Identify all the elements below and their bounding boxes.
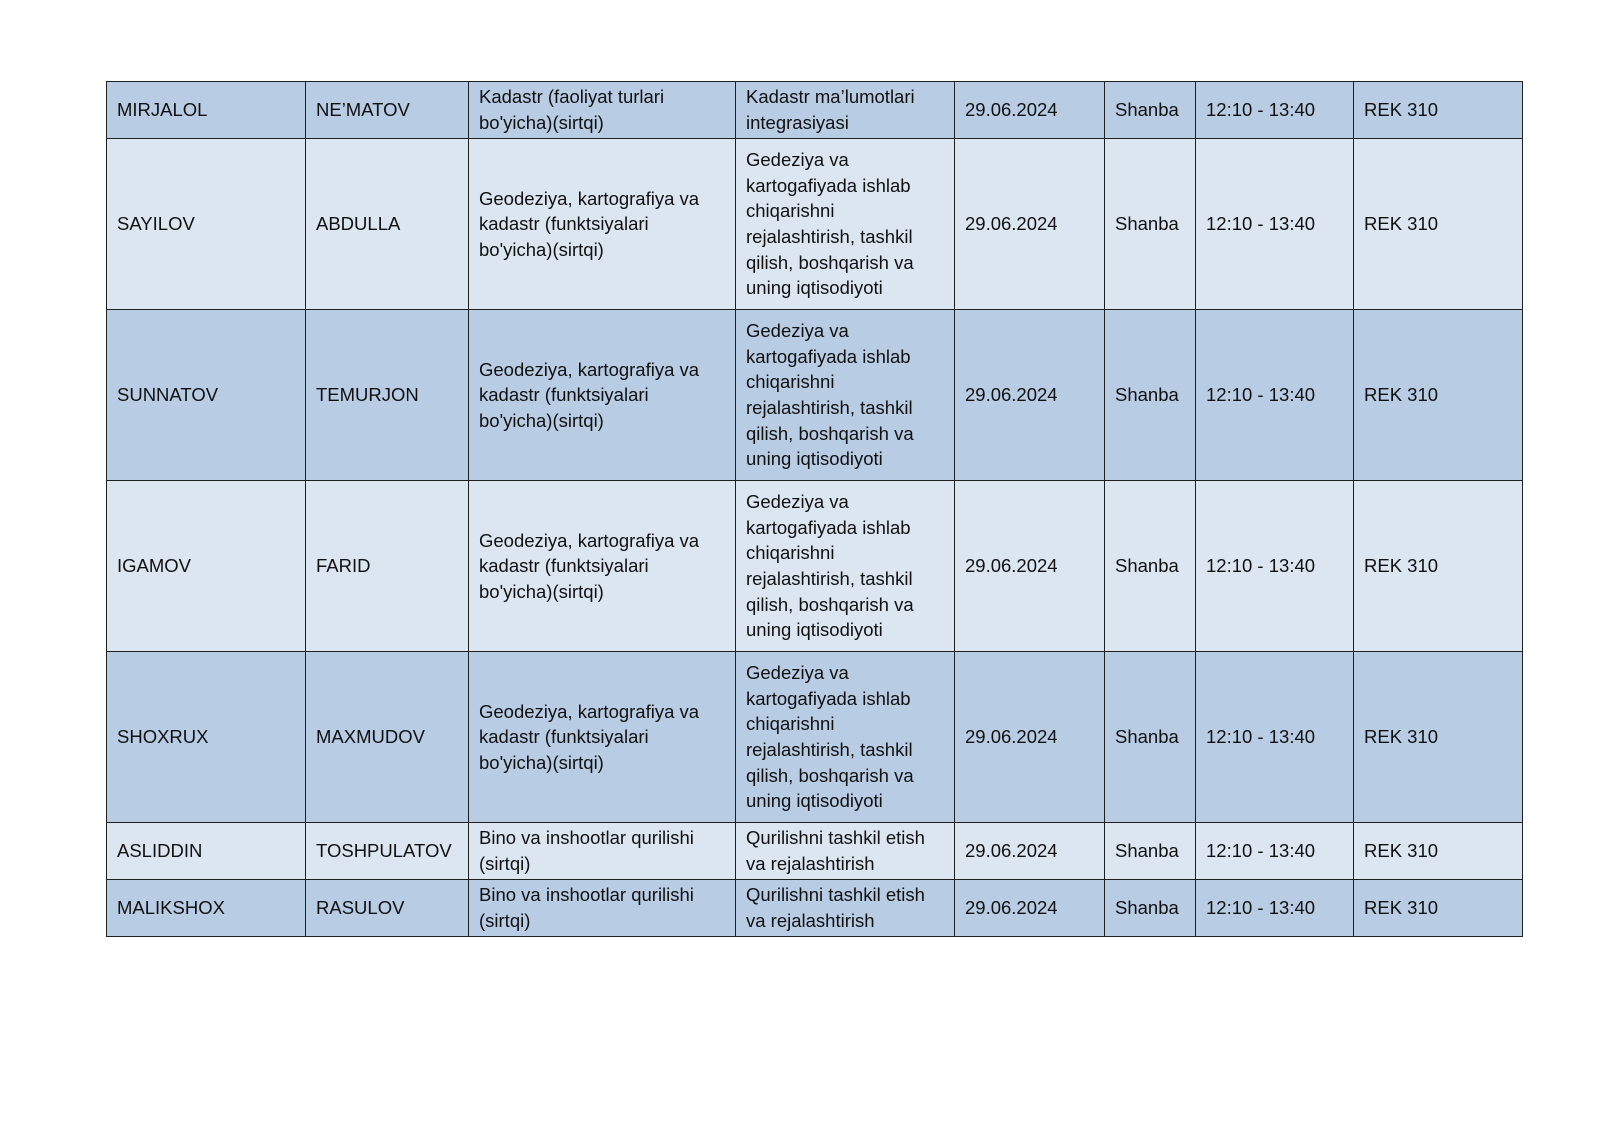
- time-cell: 12:10 - 13:40: [1196, 310, 1354, 481]
- first-name-cell: MIRJALOL: [107, 82, 306, 139]
- last-name-cell: RASULOV: [306, 880, 469, 937]
- day-cell: Shanba: [1105, 823, 1196, 880]
- first-name-cell: MALIKSHOX: [107, 880, 306, 937]
- last-name-cell: FARID: [306, 481, 469, 652]
- program-cell: Kadastr (faoliyat turlari bo'yicha)(sirtqi): [469, 82, 736, 139]
- time-cell: 12:10 - 13:40: [1196, 823, 1354, 880]
- subject-cell: Gedeziya va kartogafiyada ishlab chiqarishni rejalashtirish, tashkil qilish, boshqarish va uning iqtisodiyoti: [736, 310, 955, 481]
- day-cell: Shanba: [1105, 652, 1196, 823]
- date-cell: 29.06.2024: [955, 823, 1105, 880]
- first-name-cell: SUNNATOV: [107, 310, 306, 481]
- day-cell: Shanba: [1105, 310, 1196, 481]
- room-cell: REK 310: [1354, 823, 1523, 880]
- day-cell: Shanba: [1105, 139, 1196, 310]
- table-row: [107, 82, 1523, 139]
- date-cell: 29.06.2024: [955, 139, 1105, 310]
- date-cell: 29.06.2024: [955, 82, 1105, 139]
- time-cell: 12:10 - 13:40: [1196, 82, 1354, 139]
- program-cell: Bino va inshootlar qurilishi (sirtqi): [469, 880, 736, 937]
- subject-cell: Gedeziya va kartogafiyada ishlab chiqarishni rejalashtirish, tashkil qilish, boshqarish va uning iqtisodiyoti: [736, 481, 955, 652]
- time-cell: 12:10 - 13:40: [1196, 481, 1354, 652]
- table-row: [107, 481, 1523, 652]
- room-cell: REK 310: [1354, 481, 1523, 652]
- program-cell: Geodeziya, kartografiya va kadastr (funktsiyalari bo'yicha)(sirtqi): [469, 652, 736, 823]
- time-cell: 12:10 - 13:40: [1196, 880, 1354, 937]
- subject-cell: Kadastr ma’lumotlari integrasiyasi: [736, 82, 955, 139]
- subject-cell: Qurilishni tashkil etish va rejalashtirish: [736, 880, 955, 937]
- program-cell: Geodeziya, kartografiya va kadastr (funktsiyalari bo'yicha)(sirtqi): [469, 481, 736, 652]
- last-name-cell: NE’MATOV: [306, 82, 469, 139]
- first-name-cell: IGAMOV: [107, 481, 306, 652]
- date-cell: 29.06.2024: [955, 481, 1105, 652]
- table-row: [107, 823, 1523, 880]
- day-cell: Shanba: [1105, 880, 1196, 937]
- date-cell: 29.06.2024: [955, 652, 1105, 823]
- exam-schedule-table: [106, 81, 1523, 937]
- table-row: [107, 139, 1523, 310]
- last-name-cell: ABDULLA: [306, 139, 469, 310]
- table-row: [107, 652, 1523, 823]
- first-name-cell: ASLIDDIN: [107, 823, 306, 880]
- subject-cell: Gedeziya va kartogafiyada ishlab chiqarishni rejalashtirish, tashkil qilish, boshqarish va uning iqtisodiyoti: [736, 652, 955, 823]
- subject-cell: Gedeziya va kartogafiyada ishlab chiqarishni rejalashtirish, tashkil qilish, boshqarish va uning iqtisodiyoti: [736, 139, 955, 310]
- first-name-cell: SHOXRUX: [107, 652, 306, 823]
- room-cell: REK 310: [1354, 880, 1523, 937]
- room-cell: REK 310: [1354, 82, 1523, 139]
- program-cell: Bino va inshootlar qurilishi (sirtqi): [469, 823, 736, 880]
- table-row: [107, 880, 1523, 937]
- day-cell: Shanba: [1105, 481, 1196, 652]
- room-cell: REK 310: [1354, 139, 1523, 310]
- date-cell: 29.06.2024: [955, 880, 1105, 937]
- subject-cell: Qurilishni tashkil etish va rejalashtirish: [736, 823, 955, 880]
- date-cell: 29.06.2024: [955, 310, 1105, 481]
- room-cell: REK 310: [1354, 652, 1523, 823]
- program-cell: Geodeziya, kartografiya va kadastr (funktsiyalari bo'yicha)(sirtqi): [469, 139, 736, 310]
- last-name-cell: TOSHPULATOV: [306, 823, 469, 880]
- first-name-cell: SAYILOV: [107, 139, 306, 310]
- last-name-cell: MAXMUDOV: [306, 652, 469, 823]
- room-cell: REK 310: [1354, 310, 1523, 481]
- time-cell: 12:10 - 13:40: [1196, 139, 1354, 310]
- table-row: [107, 310, 1523, 481]
- last-name-cell: TEMURJON: [306, 310, 469, 481]
- day-cell: Shanba: [1105, 82, 1196, 139]
- time-cell: 12:10 - 13:40: [1196, 652, 1354, 823]
- program-cell: Geodeziya, kartografiya va kadastr (funktsiyalari bo'yicha)(sirtqi): [469, 310, 736, 481]
